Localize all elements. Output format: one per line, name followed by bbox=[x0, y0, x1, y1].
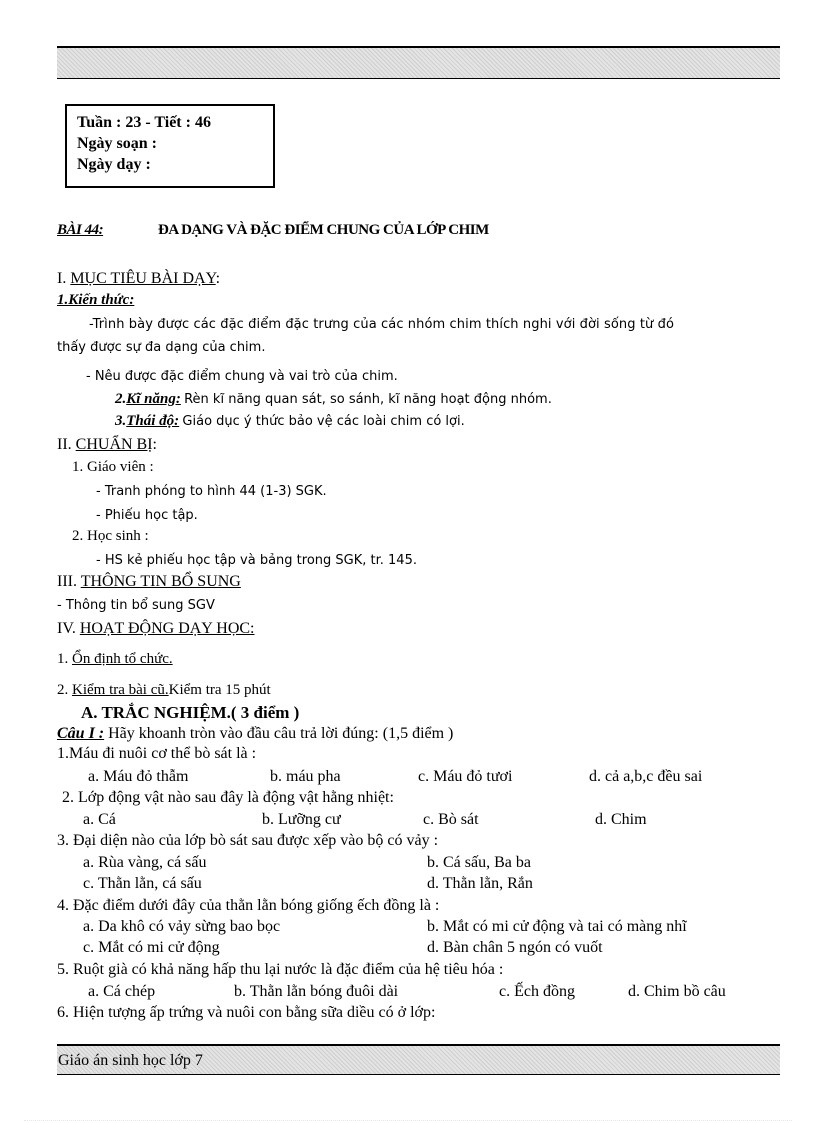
header-band bbox=[57, 46, 780, 79]
q2-option-b: b. Lưỡng cư bbox=[262, 811, 341, 828]
question-5: 5. Ruột già có khả năng hấp thu lại nước là đặc điểm của hệ tiêu hóa : bbox=[57, 961, 504, 978]
q4-option-a: a. Da khô có vảy sừng bao bọc bbox=[83, 918, 281, 935]
q5-option-a: a. Cá chép bbox=[88, 983, 156, 1000]
section-4-num: IV. bbox=[57, 620, 76, 637]
cau-1-label: Câu I : bbox=[57, 725, 105, 742]
q1-option-b: b. máu pha bbox=[270, 768, 341, 785]
knowledge-line-1: -Trình bày được các đặc điểm đặc trưng của các nhóm chim thích nghi với đời sống từ đó bbox=[89, 317, 675, 332]
q4-option-d: d. Bàn chân 5 ngón có vuốt bbox=[427, 939, 603, 956]
section-4-title: HOẠT ĐỘNG DẠY HỌC: bbox=[79, 620, 255, 637]
item-1-text: Ổn định tổ chức. bbox=[72, 651, 173, 667]
q1-option-d: d. cả a,b,c đều sai bbox=[589, 768, 703, 785]
section-3-heading bbox=[57, 573, 241, 591]
question-3: 3. Đại diện nào của lớp bò sát sau được xếp vào bộ có vảy : bbox=[57, 832, 439, 849]
q3-option-d: d. Thằn lằn, Rắn bbox=[427, 875, 533, 892]
q3-option-b: b. Cá sấu, Ba ba bbox=[427, 854, 531, 871]
question-4: 4. Đặc điểm dưới đây của thằn lằn bóng giống ếch đồng là : bbox=[57, 897, 440, 914]
question-1: 1.Máu đi nuôi cơ thể bò sát là : bbox=[57, 745, 257, 762]
skills-label: Kĩ năng: bbox=[126, 391, 181, 407]
section-2-heading bbox=[57, 436, 157, 454]
q3-option-c: c. Thằn lằn, cá sấu bbox=[83, 875, 202, 892]
part-a-heading: A. TRẮC NGHIỆM.( 3 điểm ) bbox=[81, 703, 300, 722]
week-period: Tuần : 23 - Tiết : 46 bbox=[77, 114, 211, 131]
section-3-text: - Thông tin bổ sung SGV bbox=[57, 598, 215, 613]
q1-option-a: a. Máu đỏ thẫm bbox=[88, 768, 189, 785]
section-1-title: MỤC TIÊU BÀI DẠY bbox=[70, 270, 216, 287]
student-heading: 2. Học sinh : bbox=[72, 528, 149, 544]
q5-option-c: c. Ếch đồng bbox=[499, 983, 575, 1000]
cau-1-line bbox=[57, 725, 453, 743]
section-2-colon: : bbox=[152, 436, 157, 453]
attitude-text: Giáo dục ý thức bảo vệ các loài chim có lợi. bbox=[182, 414, 465, 429]
section-3-num: III. bbox=[57, 573, 77, 590]
page-bottom-edge bbox=[24, 1120, 792, 1121]
cau-1-text: Hãy khoanh tròn vào đầu câu trả lời đúng: (1,5 điểm ) bbox=[108, 725, 454, 742]
section-1-num: I. bbox=[57, 270, 67, 287]
teacher-item-1: - Tranh phóng to hình 44 (1-3) SGK. bbox=[96, 484, 327, 499]
q4-option-b: b. Mắt có mi cử động và tai có màng nhĩ bbox=[427, 918, 687, 935]
section-1-heading bbox=[57, 270, 220, 288]
date-prepared: Ngày soạn : bbox=[77, 135, 158, 152]
item-2-link: Kiểm tra bài cũ. bbox=[72, 682, 169, 698]
q3-option-a: a. Rùa vàng, cá sấu bbox=[83, 854, 207, 871]
info-box bbox=[65, 104, 275, 188]
section-4-item-2 bbox=[57, 682, 271, 699]
lesson-label: BÀI 44: bbox=[57, 222, 104, 238]
section-2-title: CHUẨN BỊ bbox=[75, 436, 153, 453]
item-1-num: 1. bbox=[57, 651, 69, 667]
section-4-heading bbox=[57, 620, 255, 638]
item-2-rest: Kiểm tra 15 phút bbox=[168, 682, 271, 698]
attitude-line bbox=[115, 413, 465, 430]
section-3-title: THÔNG TIN BỔ SUNG bbox=[80, 573, 241, 590]
question-6: 6. Hiện tượng ấp trứng và nuôi con bằng sữa diều có ở lớp: bbox=[57, 1004, 436, 1021]
student-item-1: - HS kẻ phiếu học tập và bảng trong SGK, tr. 145. bbox=[96, 553, 417, 568]
q5-option-b: b. Thằn lằn bóng đuôi dài bbox=[234, 983, 399, 1000]
q2-option-c: c. Bò sát bbox=[423, 811, 479, 828]
skills-line bbox=[115, 391, 552, 408]
date-taught: Ngày dạy : bbox=[77, 156, 151, 173]
section-4-item-1 bbox=[57, 651, 173, 668]
q1-option-c: c. Máu đỏ tươi bbox=[418, 768, 513, 785]
teacher-item-2: - Phiếu học tập. bbox=[96, 508, 198, 523]
lesson-title: ĐA DẠNG VÀ ĐẶC ĐIỂM CHUNG CỦA LỚP CHIM bbox=[158, 222, 489, 238]
teacher-heading: 1. Giáo viên : bbox=[72, 459, 154, 475]
knowledge-line-2: thấy được sự đa dạng của chim. bbox=[57, 340, 266, 355]
skills-text: Rèn kĩ năng quan sát, so sánh, kĩ năng hoạt động nhóm. bbox=[184, 392, 552, 407]
knowledge-label: 1.Kiến thức: bbox=[57, 292, 135, 308]
q2-option-a: a. Cá bbox=[83, 811, 116, 828]
question-2: 2. Lớp động vật nào sau đây là động vật hằng nhiệt: bbox=[62, 789, 394, 806]
attitude-num: 3. bbox=[115, 413, 127, 429]
section-1-colon: : bbox=[215, 270, 221, 287]
q4-option-c: c. Mắt có mi cử động bbox=[83, 939, 220, 956]
item-2-num: 2. bbox=[57, 682, 69, 698]
skills-num: 2. bbox=[115, 391, 127, 407]
q2-option-d: d. Chim bbox=[595, 811, 647, 828]
footer-text: Giáo án sinh học lớp 7 bbox=[58, 1052, 203, 1069]
q5-option-d: d. Chim bồ câu bbox=[628, 983, 726, 1000]
knowledge-line-3: - Nêu được đặc điểm chung và vai trò của chim. bbox=[86, 369, 398, 384]
section-2-num: II. bbox=[57, 436, 72, 453]
attitude-label: Thái độ: bbox=[126, 413, 180, 429]
